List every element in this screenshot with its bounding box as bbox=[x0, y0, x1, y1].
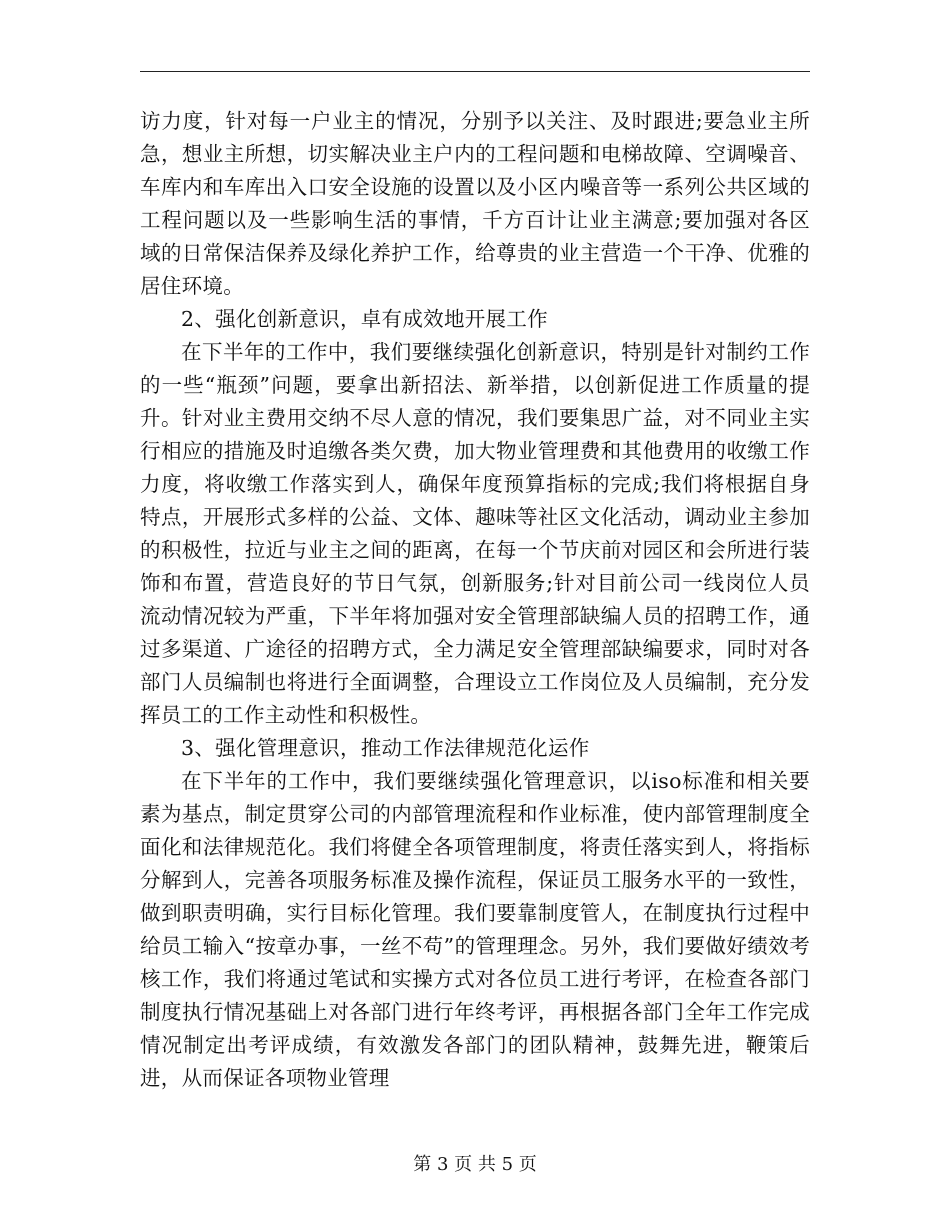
section-heading-2: 2、强化创新意识，卓有成效地开展工作 bbox=[181, 307, 548, 331]
section-heading-3: 3、强化管理意识，推动工作法律规范化运作 bbox=[181, 736, 590, 760]
header-rule bbox=[140, 71, 810, 72]
body-text bbox=[140, 105, 810, 1095]
paragraph-1: 访力度，针对每一户业主的情况，分别予以关注、及时跟进;要急业主所急，想业主所想，切实解决业主户内的工程问题和电梯故障、空调噪音、车库内和车库出入口安全设施的设置以及小区内噪音等一系列公共区域的工程问题以及一些影响生活的事情，千方百计让业主满意;要加强对各区域的日常保洁保养及绿化养护工作，给尊贵的业主营造一个干净、优雅的居住环境。 bbox=[140, 109, 810, 298]
page-number-footer: 第 3 页 共 5 页 bbox=[413, 1154, 537, 1175]
paragraph-3: 在下半年的工作中，我们要继续强化管理意识，以iso标准和相关要素为基点，制定贯穿公司的内部管理流程和作业标准，使内部管理制度全面化和法律规范化。我们将健全各项管理制度，将责任落实到人，将指标分解到人，完善各项服务标准及操作流程，保证员工服务水平的一致性，做到职责明确，实行目标化管理。我们要靠制度管人，在制度执行过程中给员工输入“按章办事，一丝不苟”的管理理念。另外，我们要做好绩效考核工作，我们将通过笔试和实操方式对各位员工进行考评，在检查各部门制度执行情况基础上对各部门进行年终考评，再根据各部门全年工作完成情况制定出考评成绩，有效激发各部门的团队精神，鼓舞先进，鞭策后进，从而保证各项物业管理 bbox=[140, 769, 810, 1090]
paragraph-2: 在下半年的工作中，我们要继续强化创新意识，特别是针对制约工作的一些“瓶颈”问题，要拿出新招法、新举措，以创新促进工作质量的提升。针对业主费用交纳不尽人意的情况，我们要集思广益，对不同业主实行相应的措施及时追缴各类欠费，加大物业管理费和其他费用的收缴工作力度，将收缴工作落实到人，确保年度预算指标的完成;我们将根据自身特点，开展形式多样的公益、文体、趣味等社区文化活动，调动业主参加的积极性，拉近与业主之间的距离，在每一个节庆前对园区和会所进行装饰和布置，营造良好的节日气氛，创新服务;针对目前公司一线岗位人员流动情况较为严重，下半年将加强对安全管理部缺编人员的招聘工作，通过多渠道、广途径的招聘方式，全力满足安全管理部缺编要求，同时对各部门人员编制也将进行全面调整，合理设立工作岗位及人员编制，充分发挥员工的工作主动性和积极性。 bbox=[140, 340, 810, 727]
